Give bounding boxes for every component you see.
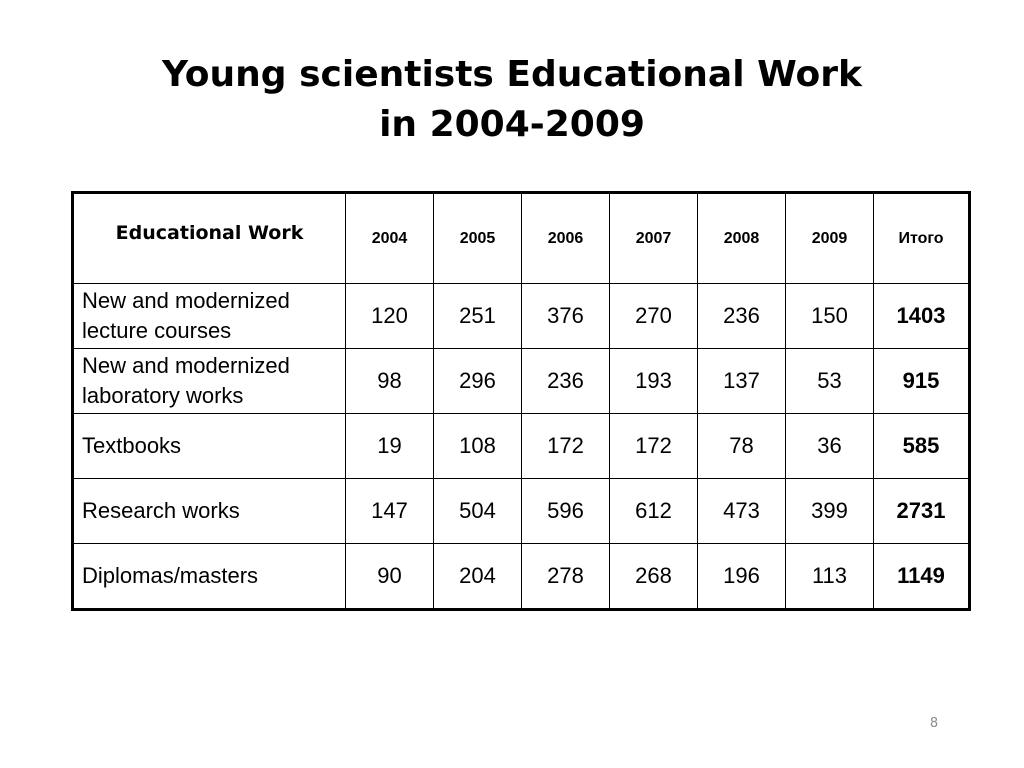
table-cell: 150: [786, 284, 874, 349]
table-cell: 78: [698, 414, 786, 479]
table-cell: 236: [698, 284, 786, 349]
table-header-row: [73, 193, 970, 284]
row-total: 585: [874, 414, 970, 479]
table-cell: 147: [346, 479, 434, 544]
table-cell: 108: [434, 414, 522, 479]
table-row: [73, 284, 970, 349]
table-cell: 137: [698, 349, 786, 414]
row-label: Diplomas/masters: [73, 544, 346, 610]
table-cell: 98: [346, 349, 434, 414]
table-cell: 53: [786, 349, 874, 414]
table-cell: 113: [786, 544, 874, 610]
slide-title: [0, 50, 1024, 150]
page-number: 8: [929, 716, 939, 731]
header-year-2005: 2005: [434, 193, 522, 284]
table-cell: 268: [610, 544, 698, 610]
row-label: New and modernized lecture courses: [73, 284, 346, 349]
table-cell: 376: [522, 284, 610, 349]
row-label: New and modernized laboratory works: [73, 349, 346, 414]
table-cell: 251: [434, 284, 522, 349]
table-cell: 296: [434, 349, 522, 414]
slide-title-line-2: in 2004-2009: [379, 104, 645, 145]
table-cell: 504: [434, 479, 522, 544]
header-year-2007: 2007: [610, 193, 698, 284]
header-year-2006: 2006: [522, 193, 610, 284]
table-cell: 193: [610, 349, 698, 414]
table-cell: 196: [698, 544, 786, 610]
header-year-2004: 2004: [346, 193, 434, 284]
header-year-2008: 2008: [698, 193, 786, 284]
table-cell: 278: [522, 544, 610, 610]
row-total: 1149: [874, 544, 970, 610]
table-cell: 120: [346, 284, 434, 349]
table-cell: 90: [346, 544, 434, 610]
table-cell: 19: [346, 414, 434, 479]
table-cell: 399: [786, 479, 874, 544]
slide-title-line-1: Young scientists Educational Work: [162, 54, 862, 95]
header-educational-work: Educational Work: [73, 193, 346, 284]
table-row: [73, 414, 970, 479]
row-label: Research works: [73, 479, 346, 544]
table-cell: 204: [434, 544, 522, 610]
row-total: 1403: [874, 284, 970, 349]
table-row: [73, 349, 970, 414]
table-cell: 596: [522, 479, 610, 544]
row-total: 915: [874, 349, 970, 414]
header-year-2009: 2009: [786, 193, 874, 284]
table-cell: 473: [698, 479, 786, 544]
table-row: [73, 544, 970, 610]
table-cell: 36: [786, 414, 874, 479]
table-row: [73, 479, 970, 544]
table-cell: 612: [610, 479, 698, 544]
table-cell: 270: [610, 284, 698, 349]
row-label: Textbooks: [73, 414, 346, 479]
row-total: 2731: [874, 479, 970, 544]
educational-work-table: [71, 191, 971, 611]
table-cell: 172: [522, 414, 610, 479]
table-cell: 236: [522, 349, 610, 414]
header-total: Итого: [874, 193, 970, 284]
table-cell: 172: [610, 414, 698, 479]
